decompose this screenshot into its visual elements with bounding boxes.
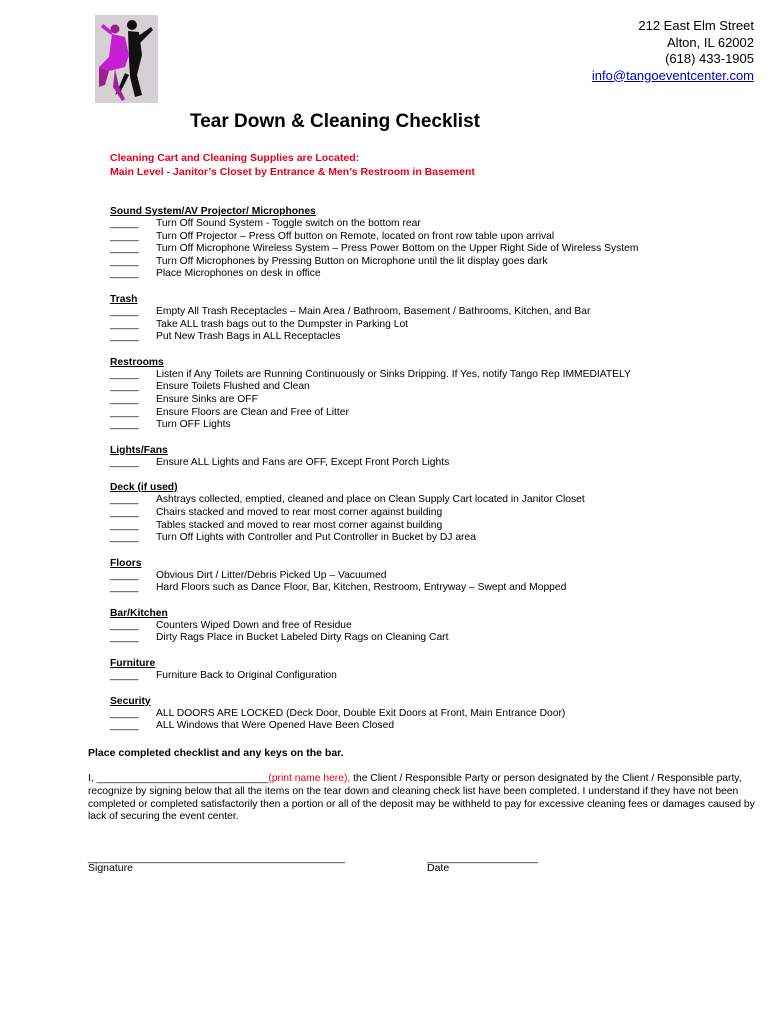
item-text: Place Microphones on desk in office — [156, 268, 321, 280]
check-blank[interactable]: _____ — [110, 243, 139, 255]
check-blank[interactable]: _____ — [110, 268, 139, 280]
date-line[interactable]: ___________________ — [427, 852, 538, 864]
checklist-item — [110, 520, 760, 533]
check-blank[interactable]: _____ — [110, 670, 139, 682]
item-text: Tables stacked and moved to rear most corner against building — [156, 519, 443, 531]
check-blank[interactable]: _____ — [110, 305, 139, 317]
checklist-section — [110, 657, 760, 683]
checklist-section — [110, 557, 760, 595]
item-text: Furniture Back to Original Configuration — [156, 670, 337, 682]
checklist-section — [110, 205, 760, 281]
print-name-hint: (print name here), — [268, 773, 351, 784]
item-text: Put New Trash Bags in ALL Receptacles — [156, 331, 341, 343]
check-blank[interactable]: _____ — [110, 506, 139, 518]
item-text: Turn Off Lights with Controller and Put Controller in Bucket by DJ area — [156, 532, 476, 544]
item-text: Turn Off Microphones by Pressing Button on Microphone until the lit display goes dark — [156, 255, 548, 267]
item-text: Turn Off Microphone Wireless System – Press Power Bottom on the Upper Right Side of Wireless System — [156, 243, 639, 255]
check-blank[interactable]: _____ — [110, 532, 139, 544]
checklist-item — [110, 256, 760, 269]
item-text: Listen if Any Toilets are Running Continuously or Sinks Dripping. If Yes, notify Tango Rep IMMEDIATELY — [156, 368, 631, 380]
item-text: Hard Floors such as Dance Floor, Bar, Kitchen, Restroom, Entryway – Swept and Mopped — [156, 582, 567, 594]
checklist-item — [110, 331, 760, 344]
check-blank[interactable]: _____ — [110, 707, 139, 719]
item-text: Turn OFF Lights — [156, 419, 231, 431]
item-text: Empty All Trash Receptacles – Main Area / Bathroom, Basement / Bathrooms, Kitchen, and Bar — [156, 305, 591, 317]
section-heading: Sound System/AV Projector/ Microphones — [110, 206, 316, 217]
item-text: Ashtrays collected, emptied, cleaned and place on Clean Supply Cart located in Janitor Closet — [156, 494, 585, 506]
checklist-item — [110, 243, 760, 256]
checklist-section — [110, 293, 760, 344]
section-heading: Floors — [110, 557, 142, 569]
section-heading: Lights/Fans — [110, 444, 168, 456]
check-blank[interactable]: _____ — [110, 632, 139, 644]
item-text: ALL Windows that Were Opened Have Been Closed — [156, 720, 395, 732]
check-blank[interactable]: _____ — [110, 393, 139, 405]
checklist-section — [110, 607, 760, 645]
checklist-item — [110, 407, 760, 420]
check-blank[interactable]: _____ — [110, 331, 139, 343]
check-blank[interactable]: _____ — [110, 381, 139, 393]
checklist-section — [110, 481, 760, 544]
place-completed-note: Place completed checklist and any keys on the bar. — [88, 747, 344, 759]
checklist-item — [110, 507, 760, 520]
item-text: Turn Off Sound System - Toggle switch on the bottom rear — [156, 218, 421, 229]
supplies-line-2: Main Level - Janitor’s Closet by Entrance & Men’s Restroom in Basement — [110, 166, 475, 178]
checklist-item — [110, 570, 760, 583]
check-blank[interactable]: _____ — [110, 519, 139, 531]
responsibility-statement — [88, 773, 756, 824]
checklist-item — [110, 457, 760, 470]
item-text: Chairs stacked and moved to rear most corner against building — [156, 506, 443, 518]
statement-body: the Client / Responsible Party or person designated by the Client / Responsible party, recognize by signing below that all the items on the tear down and cleaning check list have been completed. I understand if they have not been completed or completed satisfactorily then a portion or all of the deposit may be withheld to pay for excessive cleaning fees or damages caused by lack of securing the event center. — [88, 773, 755, 823]
venue-address — [592, 18, 754, 84]
check-blank[interactable]: _____ — [110, 368, 139, 380]
item-text: Ensure ALL Lights and Fans are OFF, Except Front Porch Lights — [156, 456, 450, 468]
checklist-item — [110, 419, 760, 432]
check-blank[interactable]: _____ — [110, 255, 139, 267]
checklist-section — [110, 356, 760, 432]
statement-prefix: I, — [88, 773, 97, 784]
section-heading: Furniture — [110, 658, 156, 670]
item-text: Obvious Dirt / Litter/Debris Picked Up – Vacuumed — [156, 569, 387, 581]
checklist-item — [110, 632, 760, 645]
tango-dancers-logo — [95, 15, 158, 103]
address-street: 212 East Elm Street — [638, 18, 754, 33]
section-heading: Trash — [110, 293, 138, 305]
item-text: Ensure Toilets Flushed and Clean — [156, 381, 310, 393]
supplies-line-1: Cleaning Cart and Cleaning Supplies are Located: — [110, 152, 360, 164]
check-blank[interactable]: _____ — [110, 318, 139, 330]
check-blank[interactable]: _____ — [110, 419, 139, 431]
checklist-item — [110, 231, 760, 244]
checklist-item — [110, 218, 760, 231]
check-blank[interactable]: _____ — [110, 619, 139, 631]
section-heading: Bar/Kitchen — [110, 607, 168, 619]
item-text: Take ALL trash bags out to the Dumpster in Parking Lot — [156, 318, 409, 330]
checklist-item — [110, 720, 760, 733]
checklist-item — [110, 319, 760, 332]
checklist-section — [110, 695, 760, 733]
signature-label: Signature — [88, 862, 133, 874]
checklist-item — [110, 369, 760, 382]
check-blank[interactable]: _____ — [110, 230, 139, 242]
checklist-sections — [110, 205, 760, 745]
item-text: ALL DOORS ARE LOCKED (Deck Door, Double Exit Doors at Front, Main Entrance Door) — [156, 707, 566, 719]
checklist-item — [110, 582, 760, 595]
checklist-section — [110, 444, 760, 470]
signature-line[interactable]: ____________________________________________ — [88, 852, 345, 864]
item-text: Dirty Rags Place in Bucket Labeled Dirty Rags on Cleaning Cart — [156, 632, 449, 644]
email-link[interactable]: info@tangoeventcenter.com — [591, 67, 754, 83]
section-heading: Restrooms — [110, 356, 164, 368]
date-label: Date — [427, 862, 450, 874]
item-text: Ensure Floors are Clean and Free of Litter — [156, 406, 349, 418]
checklist-item — [110, 381, 760, 394]
section-heading: Deck (if used) — [110, 482, 178, 494]
check-blank[interactable]: _____ — [110, 582, 139, 594]
checklist-item — [110, 620, 760, 633]
checklist-item — [110, 306, 760, 319]
address-city: Alton, IL 62002 — [667, 34, 754, 50]
check-blank[interactable]: _____ — [110, 406, 139, 418]
checklist-item — [110, 268, 760, 281]
phone-number: (618) 433-1905 — [665, 51, 754, 66]
checklist-item — [110, 494, 760, 507]
page-title: Tear Down & Cleaning Checklist — [190, 111, 480, 132]
item-text: Turn Off Projector – Press Off button on Remote, located on front row table upon arrival — [156, 230, 555, 242]
check-blank[interactable]: _____ — [110, 720, 139, 732]
section-heading: Security — [110, 695, 151, 707]
check-blank[interactable]: _____ — [110, 494, 139, 506]
check-blank[interactable]: _____ — [110, 569, 139, 581]
item-text: Ensure Sinks are OFF — [156, 393, 258, 405]
checklist-item — [110, 394, 760, 407]
supplies-location — [110, 151, 475, 179]
checklist-item — [110, 670, 760, 683]
print-name-blank[interactable]: ______________________________ — [96, 773, 269, 784]
item-text: Counters Wiped Down and free of Residue — [156, 619, 352, 631]
checklist-item — [110, 532, 760, 545]
checklist-item — [110, 708, 760, 721]
check-blank[interactable]: _____ — [110, 218, 139, 229]
check-blank[interactable]: _____ — [110, 456, 139, 468]
